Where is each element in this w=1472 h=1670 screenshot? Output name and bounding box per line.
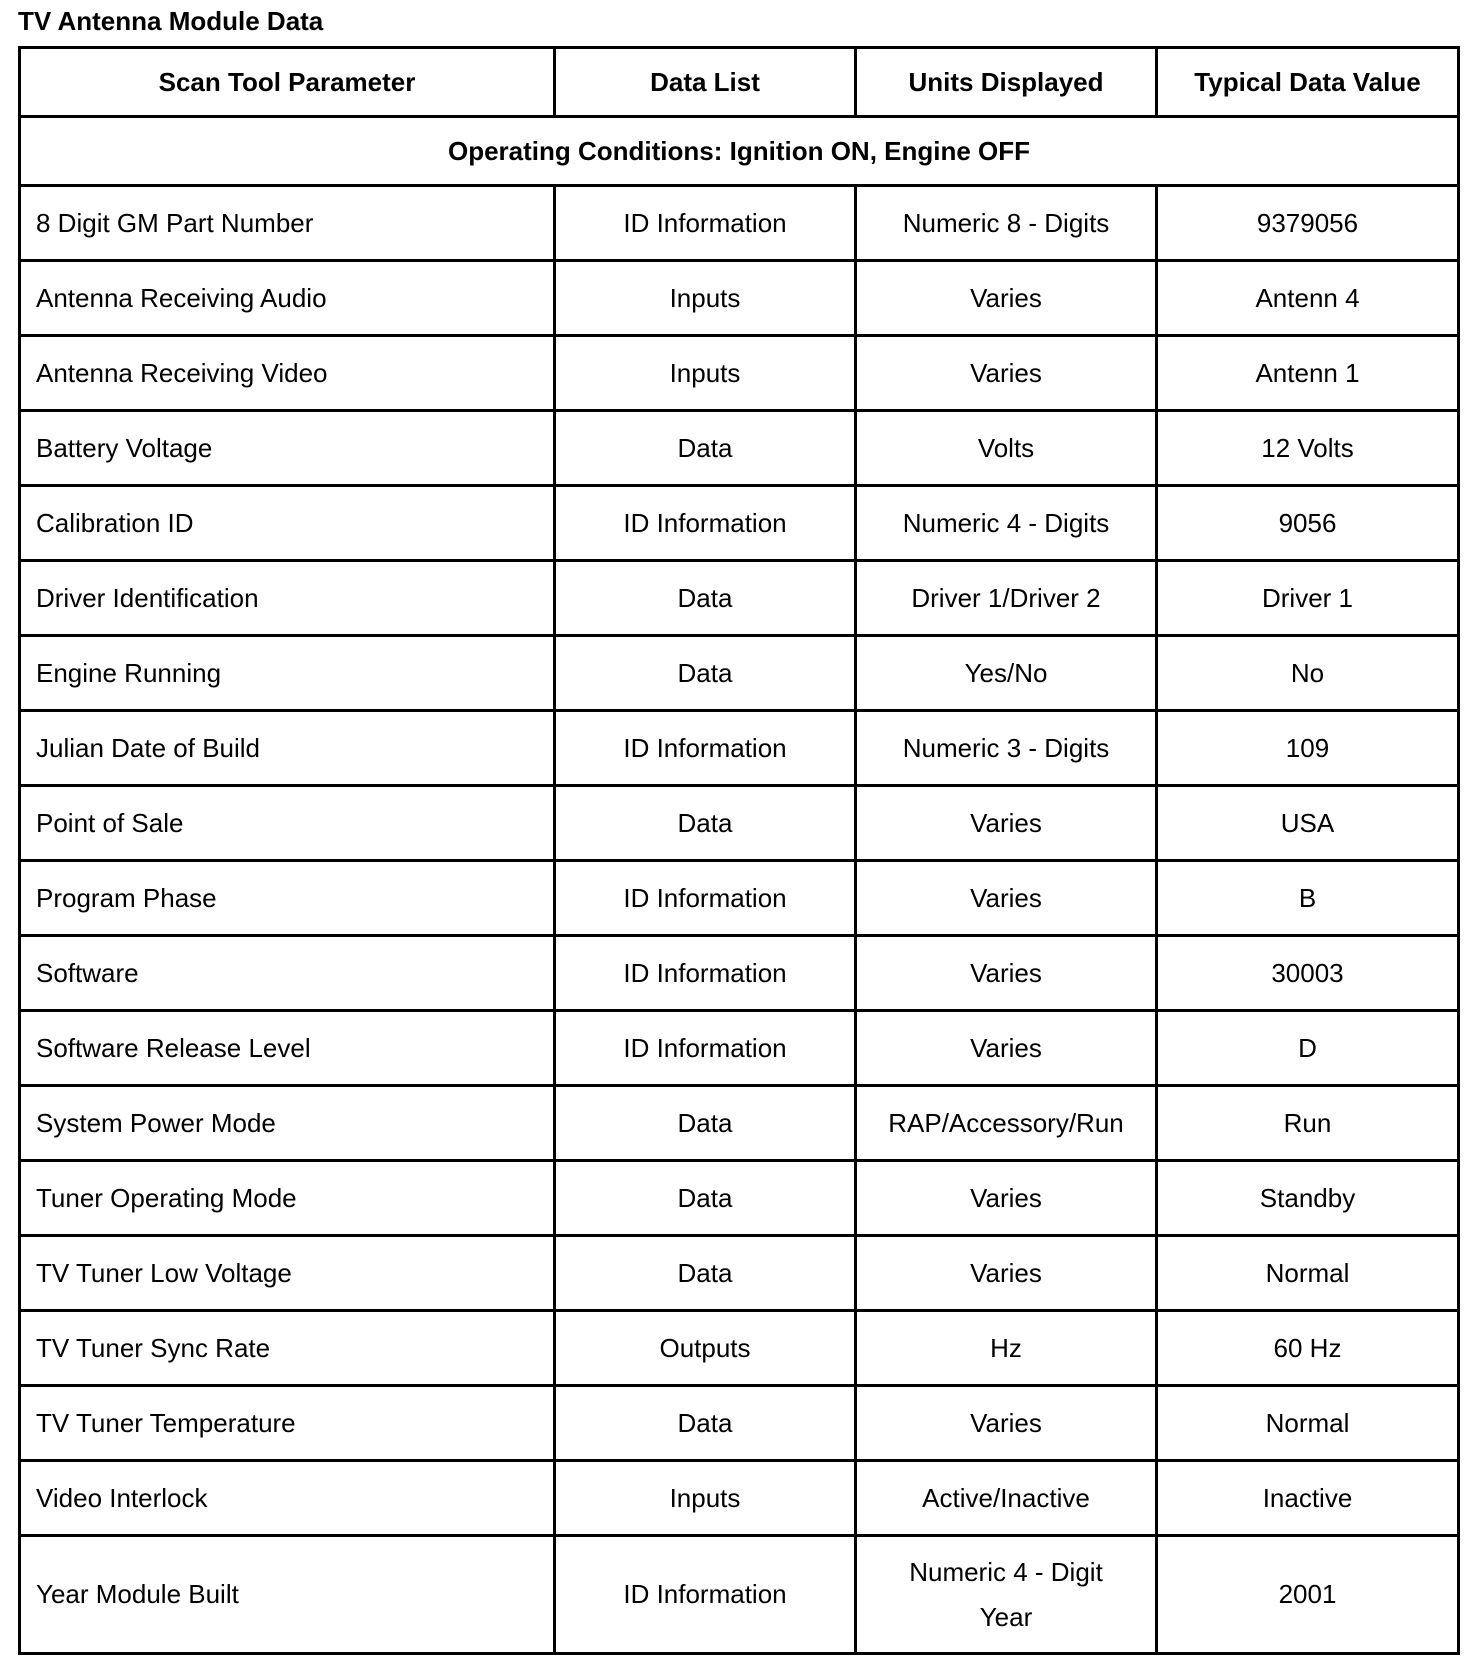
column-header-parameter: Scan Tool Parameter [20,48,555,117]
data-list-cell: ID Information [555,486,856,561]
data-list-cell: ID Information [555,1011,856,1086]
table-row [20,186,1459,261]
units-cell [856,1536,1157,1654]
units-cell: Varies [856,1011,1157,1086]
units-cell: Hz [856,1311,1157,1386]
data-list-cell: Data [555,636,856,711]
value-cell: 60 Hz [1157,1311,1459,1386]
parameter-cell: Video Interlock [20,1461,555,1536]
column-header-units: Units Displayed [856,48,1157,117]
table-row [20,261,1459,336]
value-cell: Antenn 4 [1157,261,1459,336]
data-list-cell: Inputs [555,261,856,336]
operating-conditions-row [20,117,1459,186]
table-row [20,1536,1459,1654]
value-cell: D [1157,1011,1459,1086]
units-cell: Varies [856,336,1157,411]
value-cell: Run [1157,1086,1459,1161]
parameter-cell: TV Tuner Low Voltage [20,1236,555,1311]
table-row [20,486,1459,561]
units-cell: RAP/Accessory/Run [856,1086,1157,1161]
table-row [20,1011,1459,1086]
header-row [20,48,1459,117]
parameter-cell: Engine Running [20,636,555,711]
value-cell: B [1157,861,1459,936]
units-cell: Active/Inactive [856,1461,1157,1536]
table-row [20,1386,1459,1461]
parameter-cell: TV Tuner Temperature [20,1386,555,1461]
module-data-table [18,46,1460,1655]
value-cell: Antenn 1 [1157,336,1459,411]
units-cell: Driver 1/Driver 2 [856,561,1157,636]
table-row [20,1461,1459,1536]
data-list-cell: Data [555,786,856,861]
data-list-cell: ID Information [555,1536,856,1654]
units-cell: Varies [856,786,1157,861]
parameter-cell: TV Tuner Sync Rate [20,1311,555,1386]
data-list-cell: Data [555,1086,856,1161]
table-row [20,411,1459,486]
data-list-cell: Data [555,1386,856,1461]
units-text: Numeric 4 - Digit Year [909,1556,1103,1632]
parameter-cell: Program Phase [20,861,555,936]
parameter-cell: Software Release Level [20,1011,555,1086]
parameter-cell: Tuner Operating Mode [20,1161,555,1236]
parameter-cell: Year Module Built [20,1536,555,1654]
data-list-cell: Inputs [555,336,856,411]
value-cell: No [1157,636,1459,711]
value-cell: 9379056 [1157,186,1459,261]
table-row [20,1311,1459,1386]
data-list-cell: ID Information [555,861,856,936]
parameter-cell: System Power Mode [20,1086,555,1161]
parameter-cell: Julian Date of Build [20,711,555,786]
table-row [20,861,1459,936]
table-row [20,636,1459,711]
value-cell: USA [1157,786,1459,861]
column-header-data-list: Data List [555,48,856,117]
table-row [20,711,1459,786]
data-list-cell: Data [555,561,856,636]
parameter-cell: Calibration ID [20,486,555,561]
parameter-cell: Antenna Receiving Video [20,336,555,411]
parameter-cell: Antenna Receiving Audio [20,261,555,336]
document-title: TV Antenna Module Data [18,6,324,36]
value-cell: Inactive [1157,1461,1459,1536]
units-cell: Numeric 3 - Digits [856,711,1157,786]
table-row [20,1236,1459,1311]
value-cell: 109 [1157,711,1459,786]
data-list-cell: Outputs [555,1311,856,1386]
data-list-cell: Data [555,1161,856,1236]
units-cell: Varies [856,936,1157,1011]
value-cell: 12 Volts [1157,411,1459,486]
table-row [20,786,1459,861]
units-cell: Varies [856,1386,1157,1461]
value-cell: Standby [1157,1161,1459,1236]
value-cell: 30003 [1157,936,1459,1011]
data-list-cell: ID Information [555,711,856,786]
parameter-cell: Battery Voltage [20,411,555,486]
table-row [20,561,1459,636]
table-row [20,336,1459,411]
units-cell: Volts [856,411,1157,486]
units-cell: Varies [856,1161,1157,1236]
units-cell: Numeric 4 - Digits [856,486,1157,561]
value-cell: Normal [1157,1386,1459,1461]
value-cell: 2001 [1157,1536,1459,1654]
data-list-cell: Data [555,1236,856,1311]
parameter-cell: 8 Digit GM Part Number [20,186,555,261]
data-list-cell: Inputs [555,1461,856,1536]
units-cell: Numeric 8 - Digits [856,186,1157,261]
data-list-cell: ID Information [555,186,856,261]
table-row [20,1161,1459,1236]
value-cell: Normal [1157,1236,1459,1311]
column-header-value: Typical Data Value [1157,48,1459,117]
units-cell: Varies [856,861,1157,936]
value-cell: Driver 1 [1157,561,1459,636]
table-row [20,936,1459,1011]
parameter-cell: Software [20,936,555,1011]
data-list-cell: Data [555,411,856,486]
units-cell: Yes/No [856,636,1157,711]
value-cell: 9056 [1157,486,1459,561]
data-list-cell: ID Information [555,936,856,1011]
parameter-cell: Point of Sale [20,786,555,861]
units-cell: Varies [856,261,1157,336]
operating-conditions: Operating Conditions: Ignition ON, Engine OFF [20,117,1459,186]
units-cell: Varies [856,1236,1157,1311]
table-row [20,1086,1459,1161]
parameter-cell: Driver Identification [20,561,555,636]
